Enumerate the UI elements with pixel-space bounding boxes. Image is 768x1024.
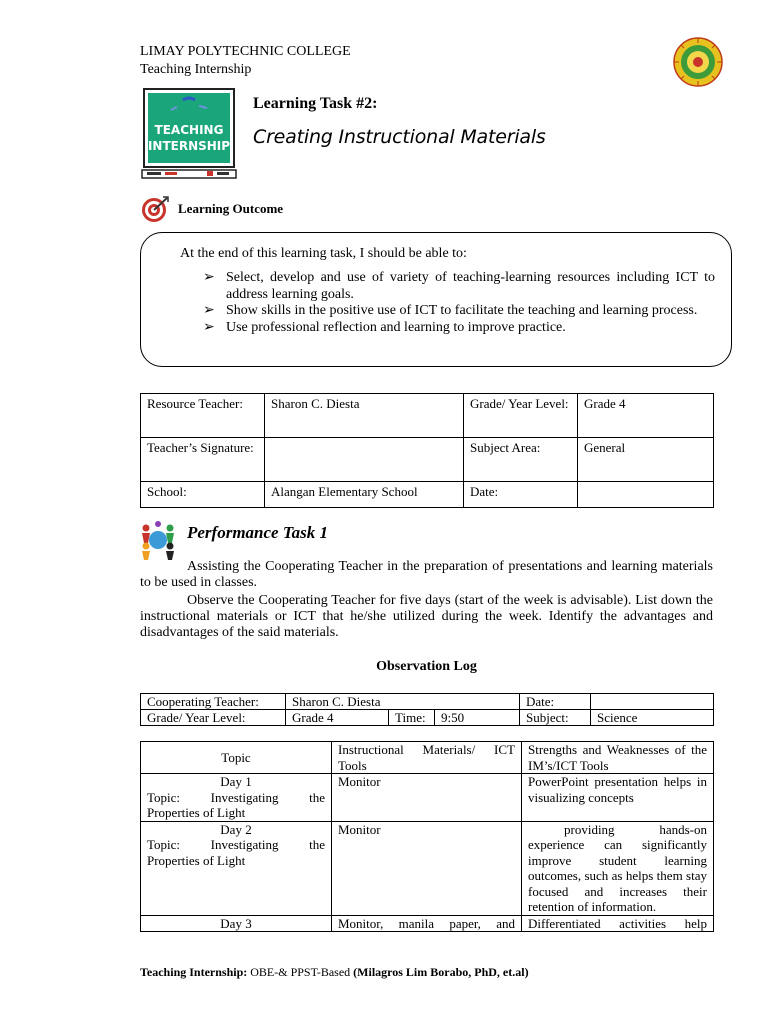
people-group-icon (138, 520, 178, 560)
footer-label: Teaching Internship: (140, 965, 248, 979)
resource-teacher-value: Sharon C. Diesta (265, 394, 464, 438)
logo-line1: TEACHING (154, 123, 224, 137)
cooperating-teacher-value: Sharon C. Diesta (286, 694, 520, 710)
table-cell-tools: Monitor (332, 821, 522, 915)
column-header-strengths: Strengths and Weaknesses of the IM’s/ICT Tools (522, 742, 714, 774)
obs-date-label: Date: (520, 694, 591, 710)
column-header-topic: Topic (141, 742, 332, 774)
college-name: LIMAY POLYTECHNIC COLLEGE (140, 44, 351, 59)
table-cell-notes: providing hands-on experience can significantly improve student learning outcomes, such as helps them stay focused and increases their retention of information. (522, 821, 714, 915)
observation-info-table (140, 693, 714, 726)
program-name: Teaching Internship (140, 62, 252, 77)
obs-grade-label: Grade/ Year Level: (141, 710, 286, 726)
footer-text: OBE-& PPST-Based (247, 965, 354, 979)
task-number: Learning Task #2: (253, 95, 378, 112)
grade-level-label: Grade/ Year Level: (464, 394, 578, 438)
table-cell-tools: Monitor, manila paper, and (332, 915, 522, 932)
observation-log-table (140, 741, 714, 932)
arrow-bullet-icon: ➢ (203, 270, 215, 285)
footer-authors: (Milagros Lim Borabo, PhD, et.al) (353, 965, 529, 979)
table-row (141, 915, 714, 932)
arrow-bullet-icon: ➢ (203, 303, 215, 318)
date-value (578, 482, 714, 508)
school-value: Alangan Elementary School (265, 482, 464, 508)
performance-task-title: Performance Task 1 (187, 523, 329, 542)
table-cell-tools: Monitor (332, 774, 522, 822)
table-row (141, 821, 714, 915)
target-icon (141, 195, 169, 223)
logo-line2: INTERNSHIP (147, 139, 231, 153)
performance-paragraph-2: Observe the Cooperating Teacher for five days (start of the week is advisable). List down the instructional materials or ICT that he/she utilized during the week. Identify the advantages and disadvantages of the said materials. (140, 593, 713, 640)
date-label: Date: (464, 482, 578, 508)
list-item: ➢ Select, develop and use of variety of teaching-learning resources including ICT to address learning goals. (203, 270, 715, 302)
task-title: Creating Instructional Materials (253, 126, 546, 148)
table-cell-notes: PowerPoint presentation helps in visualizing concepts (522, 774, 714, 822)
college-seal-icon (671, 37, 725, 87)
table-row (141, 774, 714, 822)
school-label: School: (141, 482, 265, 508)
table-cell-topic: Day 1 Topic: Investigating the Properties of Light (141, 774, 332, 822)
signature-label: Teacher’s Signature: (141, 438, 265, 482)
resource-teacher-label: Resource Teacher: (141, 394, 265, 438)
obs-time-label: Time: (389, 710, 435, 726)
observation-log-title: Observation Log (376, 659, 477, 674)
page-footer (140, 965, 529, 980)
table-cell-topic: Day 2 Topic: Investigating the Properties of Light (141, 821, 332, 915)
obs-subject-value: Science (591, 710, 714, 726)
list-item: ➢ Show skills in the positive use of ICT to facilitate the teaching and learning process. (203, 303, 698, 318)
subject-area-value: General (578, 438, 714, 482)
cooperating-teacher-label: Cooperating Teacher: (141, 694, 286, 710)
learning-outcome-intro: At the end of this learning task, I should be able to: (180, 246, 467, 261)
learning-outcome-heading: Learning Outcome (178, 201, 284, 216)
obs-grade-value: Grade 4 (286, 710, 389, 726)
obs-time-value: 9:50 (435, 710, 520, 726)
grade-level-value: Grade 4 (578, 394, 714, 438)
arrow-bullet-icon: ➢ (203, 319, 215, 335)
teaching-internship-logo (141, 88, 237, 184)
table-cell-topic: Day 3 (141, 915, 332, 932)
teacher-info-table (140, 393, 714, 508)
subject-area-label: Subject Area: (464, 438, 578, 482)
obs-subject-label: Subject: (520, 710, 591, 726)
list-item: ➢ Use professional reflection and learning to improve practice. (203, 319, 566, 335)
obs-date-value (591, 694, 714, 710)
column-header-tools: Instructional Materials/ ICT Tools (332, 742, 522, 774)
table-cell-notes: Differentiated activities help (522, 915, 714, 932)
signature-value (265, 438, 464, 482)
performance-paragraph-1: Assisting the Cooperating Teacher in the preparation of presentations and learning materials to be used in classes. (140, 559, 713, 590)
learning-outcome-list (203, 270, 715, 336)
